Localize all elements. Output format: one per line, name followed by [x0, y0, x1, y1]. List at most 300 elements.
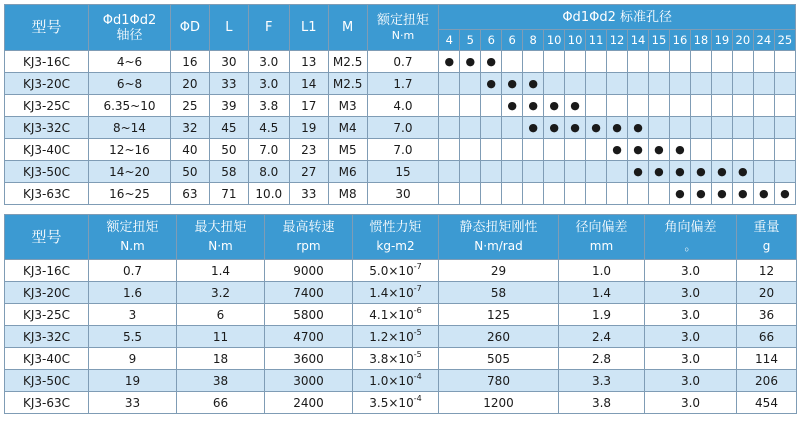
- spec-cell-l1: 13: [289, 51, 328, 73]
- bore-empty-cell: [565, 139, 586, 161]
- inertia-exponent: -4: [413, 371, 422, 381]
- inertia-base: 3.8×10: [369, 351, 414, 366]
- header-torque-line2: N·m: [391, 28, 415, 42]
- bore-available-dot: ●: [669, 183, 690, 205]
- perf-header-unit: rpm: [296, 239, 321, 253]
- bore-size-header: 10: [544, 30, 565, 51]
- spec-table: [4, 4, 796, 205]
- bore-available-dot: ●: [711, 161, 732, 183]
- bore-available-dot: ●: [544, 95, 565, 117]
- inertia-exponent: -7: [413, 261, 422, 271]
- spec-row: [5, 161, 796, 183]
- spec-cell-f: 3.0: [248, 73, 289, 95]
- perf-row: [5, 282, 797, 304]
- header-model: 型号: [5, 5, 89, 51]
- bore-empty-cell: [439, 139, 460, 161]
- bore-empty-cell: [753, 117, 774, 139]
- inertia-base: 3.5×10: [369, 395, 414, 410]
- perf-cell-rated: 1.6: [89, 282, 177, 304]
- bore-empty-cell: [628, 51, 649, 73]
- perf-cell-speed: 9000: [265, 260, 353, 282]
- bore-available-dot: ●: [481, 73, 502, 95]
- bore-empty-cell: [649, 117, 670, 139]
- perf-row: [5, 348, 797, 370]
- perf-cell-stiffness: 125: [439, 304, 559, 326]
- perf-header-label: 角向偏差: [664, 220, 717, 235]
- spec-cell-f: 10.0: [248, 183, 289, 205]
- bore-empty-cell: [753, 51, 774, 73]
- bore-available-dot: ●: [628, 139, 649, 161]
- spec-cell-m: M6: [328, 161, 367, 183]
- perf-header-unit: N·m/rad: [474, 239, 523, 253]
- perf-header: [645, 215, 737, 260]
- inertia-base: 1.4×10: [369, 285, 414, 300]
- bore-empty-cell: [586, 73, 607, 95]
- bore-available-dot: ●: [586, 117, 607, 139]
- spec-cell-model: KJ3-50C: [5, 161, 89, 183]
- spec-header-row: [5, 5, 796, 30]
- perf-table: [4, 214, 797, 414]
- bore-empty-cell: [544, 73, 565, 95]
- bore-empty-cell: [753, 73, 774, 95]
- perf-header-label: 最高转速: [282, 220, 335, 235]
- perf-cell-radial: 3.8: [559, 392, 645, 414]
- bore-empty-cell: [711, 117, 732, 139]
- perf-header-label: 径向偏差: [575, 220, 628, 235]
- perf-cell-rated: 33: [89, 392, 177, 414]
- bore-available-dot: ●: [669, 161, 690, 183]
- bore-available-dot: ●: [502, 73, 523, 95]
- spec-cell-l: 58: [209, 161, 248, 183]
- bore-empty-cell: [460, 183, 481, 205]
- bore-empty-cell: [523, 139, 544, 161]
- bore-empty-cell: [523, 183, 544, 205]
- spec-cell-model: KJ3-32C: [5, 117, 89, 139]
- perf-cell-inertia: [353, 282, 439, 304]
- inertia-exponent: -6: [413, 305, 422, 315]
- bore-empty-cell: [502, 117, 523, 139]
- perf-header-label: 重量: [753, 220, 780, 235]
- perf-cell-weight: 36: [737, 304, 797, 326]
- bore-size-header: 5: [460, 30, 481, 51]
- bore-empty-cell: [607, 95, 628, 117]
- perf-header-unit: N.m: [120, 239, 145, 253]
- bore-empty-cell: [649, 183, 670, 205]
- perf-cell-inertia: [353, 326, 439, 348]
- spec-row: [5, 73, 796, 95]
- perf-header-unit: g: [762, 239, 771, 253]
- bore-size-header: 6: [502, 30, 523, 51]
- spec-cell-model: KJ3-20C: [5, 73, 89, 95]
- perf-cell-inertia: [353, 370, 439, 392]
- perf-cell-angular: 3.0: [645, 326, 737, 348]
- bore-available-dot: ●: [690, 183, 711, 205]
- bore-available-dot: ●: [502, 95, 523, 117]
- inertia-exponent: -5: [413, 327, 422, 337]
- bore-empty-cell: [481, 161, 502, 183]
- spec-body: [5, 51, 796, 205]
- perf-row: [5, 260, 797, 282]
- bore-empty-cell: [649, 51, 670, 73]
- perf-cell-stiffness: 780: [439, 370, 559, 392]
- bore-available-dot: ●: [439, 51, 460, 73]
- bore-available-dot: ●: [544, 117, 565, 139]
- spec-cell-l: 71: [209, 183, 248, 205]
- bore-empty-cell: [544, 183, 565, 205]
- spec-cell-torque: 30: [367, 183, 439, 205]
- perf-row: [5, 304, 797, 326]
- spec-cell-m: M5: [328, 139, 367, 161]
- bore-empty-cell: [649, 73, 670, 95]
- bore-available-dot: ●: [753, 183, 774, 205]
- spec-row: [5, 95, 796, 117]
- bore-empty-cell: [774, 117, 795, 139]
- spec-cell-d: 32: [170, 117, 209, 139]
- bore-empty-cell: [732, 73, 753, 95]
- spec-cell-d: 25: [170, 95, 209, 117]
- perf-cell-stiffness: 505: [439, 348, 559, 370]
- bore-empty-cell: [481, 139, 502, 161]
- bore-size-header: 6: [481, 30, 502, 51]
- bore-available-dot: ●: [711, 183, 732, 205]
- perf-cell-angular: 3.0: [645, 392, 737, 414]
- bore-empty-cell: [502, 51, 523, 73]
- bore-empty-cell: [774, 161, 795, 183]
- perf-header-unit: 。: [684, 239, 697, 253]
- bore-available-dot: ●: [607, 117, 628, 139]
- perf-body: [5, 260, 797, 414]
- spec-cell-l: 30: [209, 51, 248, 73]
- spec-cell-bore: 6.35~10: [89, 95, 171, 117]
- perf-header: [559, 215, 645, 260]
- bore-empty-cell: [690, 95, 711, 117]
- bore-size-header: 15: [649, 30, 670, 51]
- perf-cell-inertia: [353, 304, 439, 326]
- bore-empty-cell: [460, 139, 481, 161]
- bore-empty-cell: [460, 161, 481, 183]
- perf-cell-stiffness: 29: [439, 260, 559, 282]
- bore-empty-cell: [565, 51, 586, 73]
- perf-header-label: 型号: [31, 228, 62, 246]
- spec-row: [5, 51, 796, 73]
- bore-empty-cell: [732, 51, 753, 73]
- bore-available-dot: ●: [523, 73, 544, 95]
- header-bore-range-line1: Φd1Φd2: [102, 12, 157, 28]
- bore-empty-cell: [774, 51, 795, 73]
- spec-cell-f: 8.0: [248, 161, 289, 183]
- bore-size-header: 20: [732, 30, 753, 51]
- spec-cell-torque: 4.0: [367, 95, 439, 117]
- perf-cell-stiffness: 260: [439, 326, 559, 348]
- spec-row: [5, 117, 796, 139]
- perf-cell-inertia: [353, 260, 439, 282]
- header-f: F: [248, 5, 289, 51]
- bore-size-header: 12: [607, 30, 628, 51]
- spec-cell-l1: 14: [289, 73, 328, 95]
- perf-cell-angular: 3.0: [645, 304, 737, 326]
- spec-cell-l: 33: [209, 73, 248, 95]
- spec-cell-torque: 15: [367, 161, 439, 183]
- perf-cell-model: KJ3-25C: [5, 304, 89, 326]
- bore-empty-cell: [586, 139, 607, 161]
- bore-empty-cell: [586, 183, 607, 205]
- bore-empty-cell: [586, 161, 607, 183]
- perf-cell-speed: 5800: [265, 304, 353, 326]
- bore-available-dot: ●: [481, 51, 502, 73]
- spec-row: [5, 183, 796, 205]
- bore-empty-cell: [774, 139, 795, 161]
- perf-cell-inertia: [353, 392, 439, 414]
- bore-size-header: 10: [565, 30, 586, 51]
- perf-header-label: 静态扭矩刚性: [459, 220, 538, 235]
- perf-cell-radial: 1.0: [559, 260, 645, 282]
- spec-cell-l1: 23: [289, 139, 328, 161]
- perf-cell-max: 38: [177, 370, 265, 392]
- bore-empty-cell: [753, 139, 774, 161]
- perf-header-unit: kg-m2: [376, 239, 415, 253]
- bore-available-dot: ●: [732, 161, 753, 183]
- bore-empty-cell: [439, 161, 460, 183]
- header-torque-line1: 额定扭矩: [376, 12, 429, 28]
- perf-cell-rated: 3: [89, 304, 177, 326]
- bore-size-header: 4: [439, 30, 460, 51]
- bore-empty-cell: [523, 161, 544, 183]
- perf-cell-model: KJ3-63C: [5, 392, 89, 414]
- bore-empty-cell: [481, 183, 502, 205]
- perf-cell-radial: 2.4: [559, 326, 645, 348]
- bore-empty-cell: [481, 95, 502, 117]
- perf-header: [177, 215, 265, 260]
- bore-empty-cell: [439, 183, 460, 205]
- bore-empty-cell: [607, 161, 628, 183]
- bore-size-header: 18: [690, 30, 711, 51]
- bore-size-header: 14: [628, 30, 649, 51]
- bore-available-dot: ●: [565, 95, 586, 117]
- bore-available-dot: ●: [523, 95, 544, 117]
- spec-cell-f: 3.0: [248, 51, 289, 73]
- spec-cell-m: M2.5: [328, 73, 367, 95]
- spec-cell-model: KJ3-16C: [5, 51, 89, 73]
- inertia-base: 1.2×10: [369, 329, 414, 344]
- bore-available-dot: ●: [565, 117, 586, 139]
- spec-cell-model: KJ3-25C: [5, 95, 89, 117]
- spec-cell-bore: 16~25: [89, 183, 171, 205]
- perf-cell-rated: 19: [89, 370, 177, 392]
- bore-empty-cell: [711, 73, 732, 95]
- bore-empty-cell: [690, 73, 711, 95]
- perf-cell-model: KJ3-20C: [5, 282, 89, 304]
- bore-available-dot: ●: [669, 139, 690, 161]
- perf-header: [89, 215, 177, 260]
- spec-cell-model: KJ3-40C: [5, 139, 89, 161]
- perf-cell-angular: 3.0: [645, 260, 737, 282]
- perf-cell-inertia: [353, 348, 439, 370]
- perf-cell-speed: 3000: [265, 370, 353, 392]
- header-std-bore: Φd1Φd2 标准孔径: [439, 5, 796, 30]
- perf-header-row: [5, 215, 797, 260]
- bore-empty-cell: [690, 117, 711, 139]
- bore-empty-cell: [669, 117, 690, 139]
- bore-empty-cell: [460, 95, 481, 117]
- perf-header: [439, 215, 559, 260]
- perf-cell-model: KJ3-16C: [5, 260, 89, 282]
- spec-cell-bore: 6~8: [89, 73, 171, 95]
- spec-cell-l1: 19: [289, 117, 328, 139]
- perf-cell-speed: 3600: [265, 348, 353, 370]
- bore-available-dot: ●: [732, 183, 753, 205]
- perf-header: [353, 215, 439, 260]
- spec-row: [5, 139, 796, 161]
- header-d: ΦD: [170, 5, 209, 51]
- bore-empty-cell: [732, 139, 753, 161]
- perf-header-label: 惯性力矩: [369, 220, 422, 235]
- perf-cell-angular: 3.0: [645, 348, 737, 370]
- spec-cell-l: 50: [209, 139, 248, 161]
- header-l1: L1: [289, 5, 328, 51]
- perf-cell-weight: 20: [737, 282, 797, 304]
- spec-cell-d: 16: [170, 51, 209, 73]
- spec-cell-d: 40: [170, 139, 209, 161]
- bore-size-header: 24: [753, 30, 774, 51]
- bore-empty-cell: [628, 95, 649, 117]
- bore-size-header: 16: [669, 30, 690, 51]
- perf-cell-max: 3.2: [177, 282, 265, 304]
- bore-empty-cell: [669, 51, 690, 73]
- inertia-exponent: -4: [413, 393, 422, 403]
- spec-cell-m: M2.5: [328, 51, 367, 73]
- perf-row: [5, 326, 797, 348]
- bore-empty-cell: [649, 95, 670, 117]
- perf-cell-max: 11: [177, 326, 265, 348]
- spec-cell-torque: 7.0: [367, 117, 439, 139]
- inertia-base: 4.1×10: [369, 307, 414, 322]
- bore-empty-cell: [439, 73, 460, 95]
- spec-cell-l: 39: [209, 95, 248, 117]
- bore-size-header: 19: [711, 30, 732, 51]
- perf-cell-weight: 454: [737, 392, 797, 414]
- bore-empty-cell: [460, 73, 481, 95]
- bore-empty-cell: [690, 51, 711, 73]
- inertia-base: 1.0×10: [369, 373, 414, 388]
- bore-available-dot: ●: [628, 117, 649, 139]
- spec-cell-model: KJ3-63C: [5, 183, 89, 205]
- header-m: M: [328, 5, 367, 51]
- bore-empty-cell: [565, 161, 586, 183]
- perf-cell-angular: 3.0: [645, 282, 737, 304]
- bore-empty-cell: [544, 161, 565, 183]
- inertia-base: 5.0×10: [369, 263, 414, 278]
- perf-row: [5, 370, 797, 392]
- spec-cell-l1: 27: [289, 161, 328, 183]
- perf-cell-max: 66: [177, 392, 265, 414]
- bore-available-dot: ●: [523, 117, 544, 139]
- spec-cell-bore: 12~16: [89, 139, 171, 161]
- spec-cell-torque: 0.7: [367, 51, 439, 73]
- spec-cell-d: 20: [170, 73, 209, 95]
- bore-empty-cell: [439, 117, 460, 139]
- bore-empty-cell: [565, 73, 586, 95]
- bore-empty-cell: [502, 139, 523, 161]
- inertia-exponent: -7: [413, 283, 422, 293]
- perf-cell-radial: 3.3: [559, 370, 645, 392]
- bore-empty-cell: [607, 73, 628, 95]
- spec-cell-d: 50: [170, 161, 209, 183]
- perf-cell-radial: 1.9: [559, 304, 645, 326]
- bore-size-header: 25: [774, 30, 795, 51]
- bore-empty-cell: [586, 51, 607, 73]
- bore-empty-cell: [753, 161, 774, 183]
- bore-available-dot: ●: [649, 161, 670, 183]
- spec-cell-torque: 1.7: [367, 73, 439, 95]
- bore-empty-cell: [711, 95, 732, 117]
- bore-empty-cell: [439, 95, 460, 117]
- bore-size-header: 11: [586, 30, 607, 51]
- bore-empty-cell: [732, 95, 753, 117]
- bore-available-dot: ●: [774, 183, 795, 205]
- bore-empty-cell: [565, 183, 586, 205]
- spec-cell-l: 45: [209, 117, 248, 139]
- header-l: L: [209, 5, 248, 51]
- bore-empty-cell: [460, 117, 481, 139]
- bore-empty-cell: [523, 51, 544, 73]
- spec-cell-f: 7.0: [248, 139, 289, 161]
- perf-cell-weight: 206: [737, 370, 797, 392]
- spec-cell-bore: 8~14: [89, 117, 171, 139]
- spec-cell-bore: 14~20: [89, 161, 171, 183]
- perf-cell-speed: 2400: [265, 392, 353, 414]
- spec-cell-m: M3: [328, 95, 367, 117]
- perf-header: [5, 215, 89, 260]
- perf-cell-rated: 0.7: [89, 260, 177, 282]
- perf-cell-weight: 114: [737, 348, 797, 370]
- spec-cell-torque: 7.0: [367, 139, 439, 161]
- bore-empty-cell: [628, 183, 649, 205]
- perf-cell-speed: 4700: [265, 326, 353, 348]
- bore-empty-cell: [481, 117, 502, 139]
- bore-empty-cell: [753, 95, 774, 117]
- perf-header-label: 额定扭矩: [106, 220, 159, 235]
- perf-cell-max: 6: [177, 304, 265, 326]
- spec-cell-m: M4: [328, 117, 367, 139]
- perf-cell-stiffness: 1200: [439, 392, 559, 414]
- bore-available-dot: ●: [607, 139, 628, 161]
- perf-cell-angular: 3.0: [645, 370, 737, 392]
- perf-row: [5, 392, 797, 414]
- inertia-exponent: -5: [413, 349, 422, 359]
- perf-cell-max: 18: [177, 348, 265, 370]
- bore-empty-cell: [732, 117, 753, 139]
- bore-empty-cell: [544, 51, 565, 73]
- perf-cell-weight: 12: [737, 260, 797, 282]
- bore-empty-cell: [544, 139, 565, 161]
- bore-empty-cell: [711, 139, 732, 161]
- bore-empty-cell: [607, 183, 628, 205]
- bore-empty-cell: [711, 51, 732, 73]
- perf-cell-weight: 66: [737, 326, 797, 348]
- perf-header-label: 最大扭矩: [194, 220, 247, 235]
- spec-cell-m: M8: [328, 183, 367, 205]
- perf-cell-model: KJ3-40C: [5, 348, 89, 370]
- perf-cell-radial: 1.4: [559, 282, 645, 304]
- spec-cell-f: 3.8: [248, 95, 289, 117]
- perf-cell-rated: 9: [89, 348, 177, 370]
- bore-empty-cell: [774, 73, 795, 95]
- perf-cell-rated: 5.5: [89, 326, 177, 348]
- bore-available-dot: ●: [460, 51, 481, 73]
- perf-header: [265, 215, 353, 260]
- perf-header-unit: N·m: [208, 239, 233, 253]
- bore-empty-cell: [774, 95, 795, 117]
